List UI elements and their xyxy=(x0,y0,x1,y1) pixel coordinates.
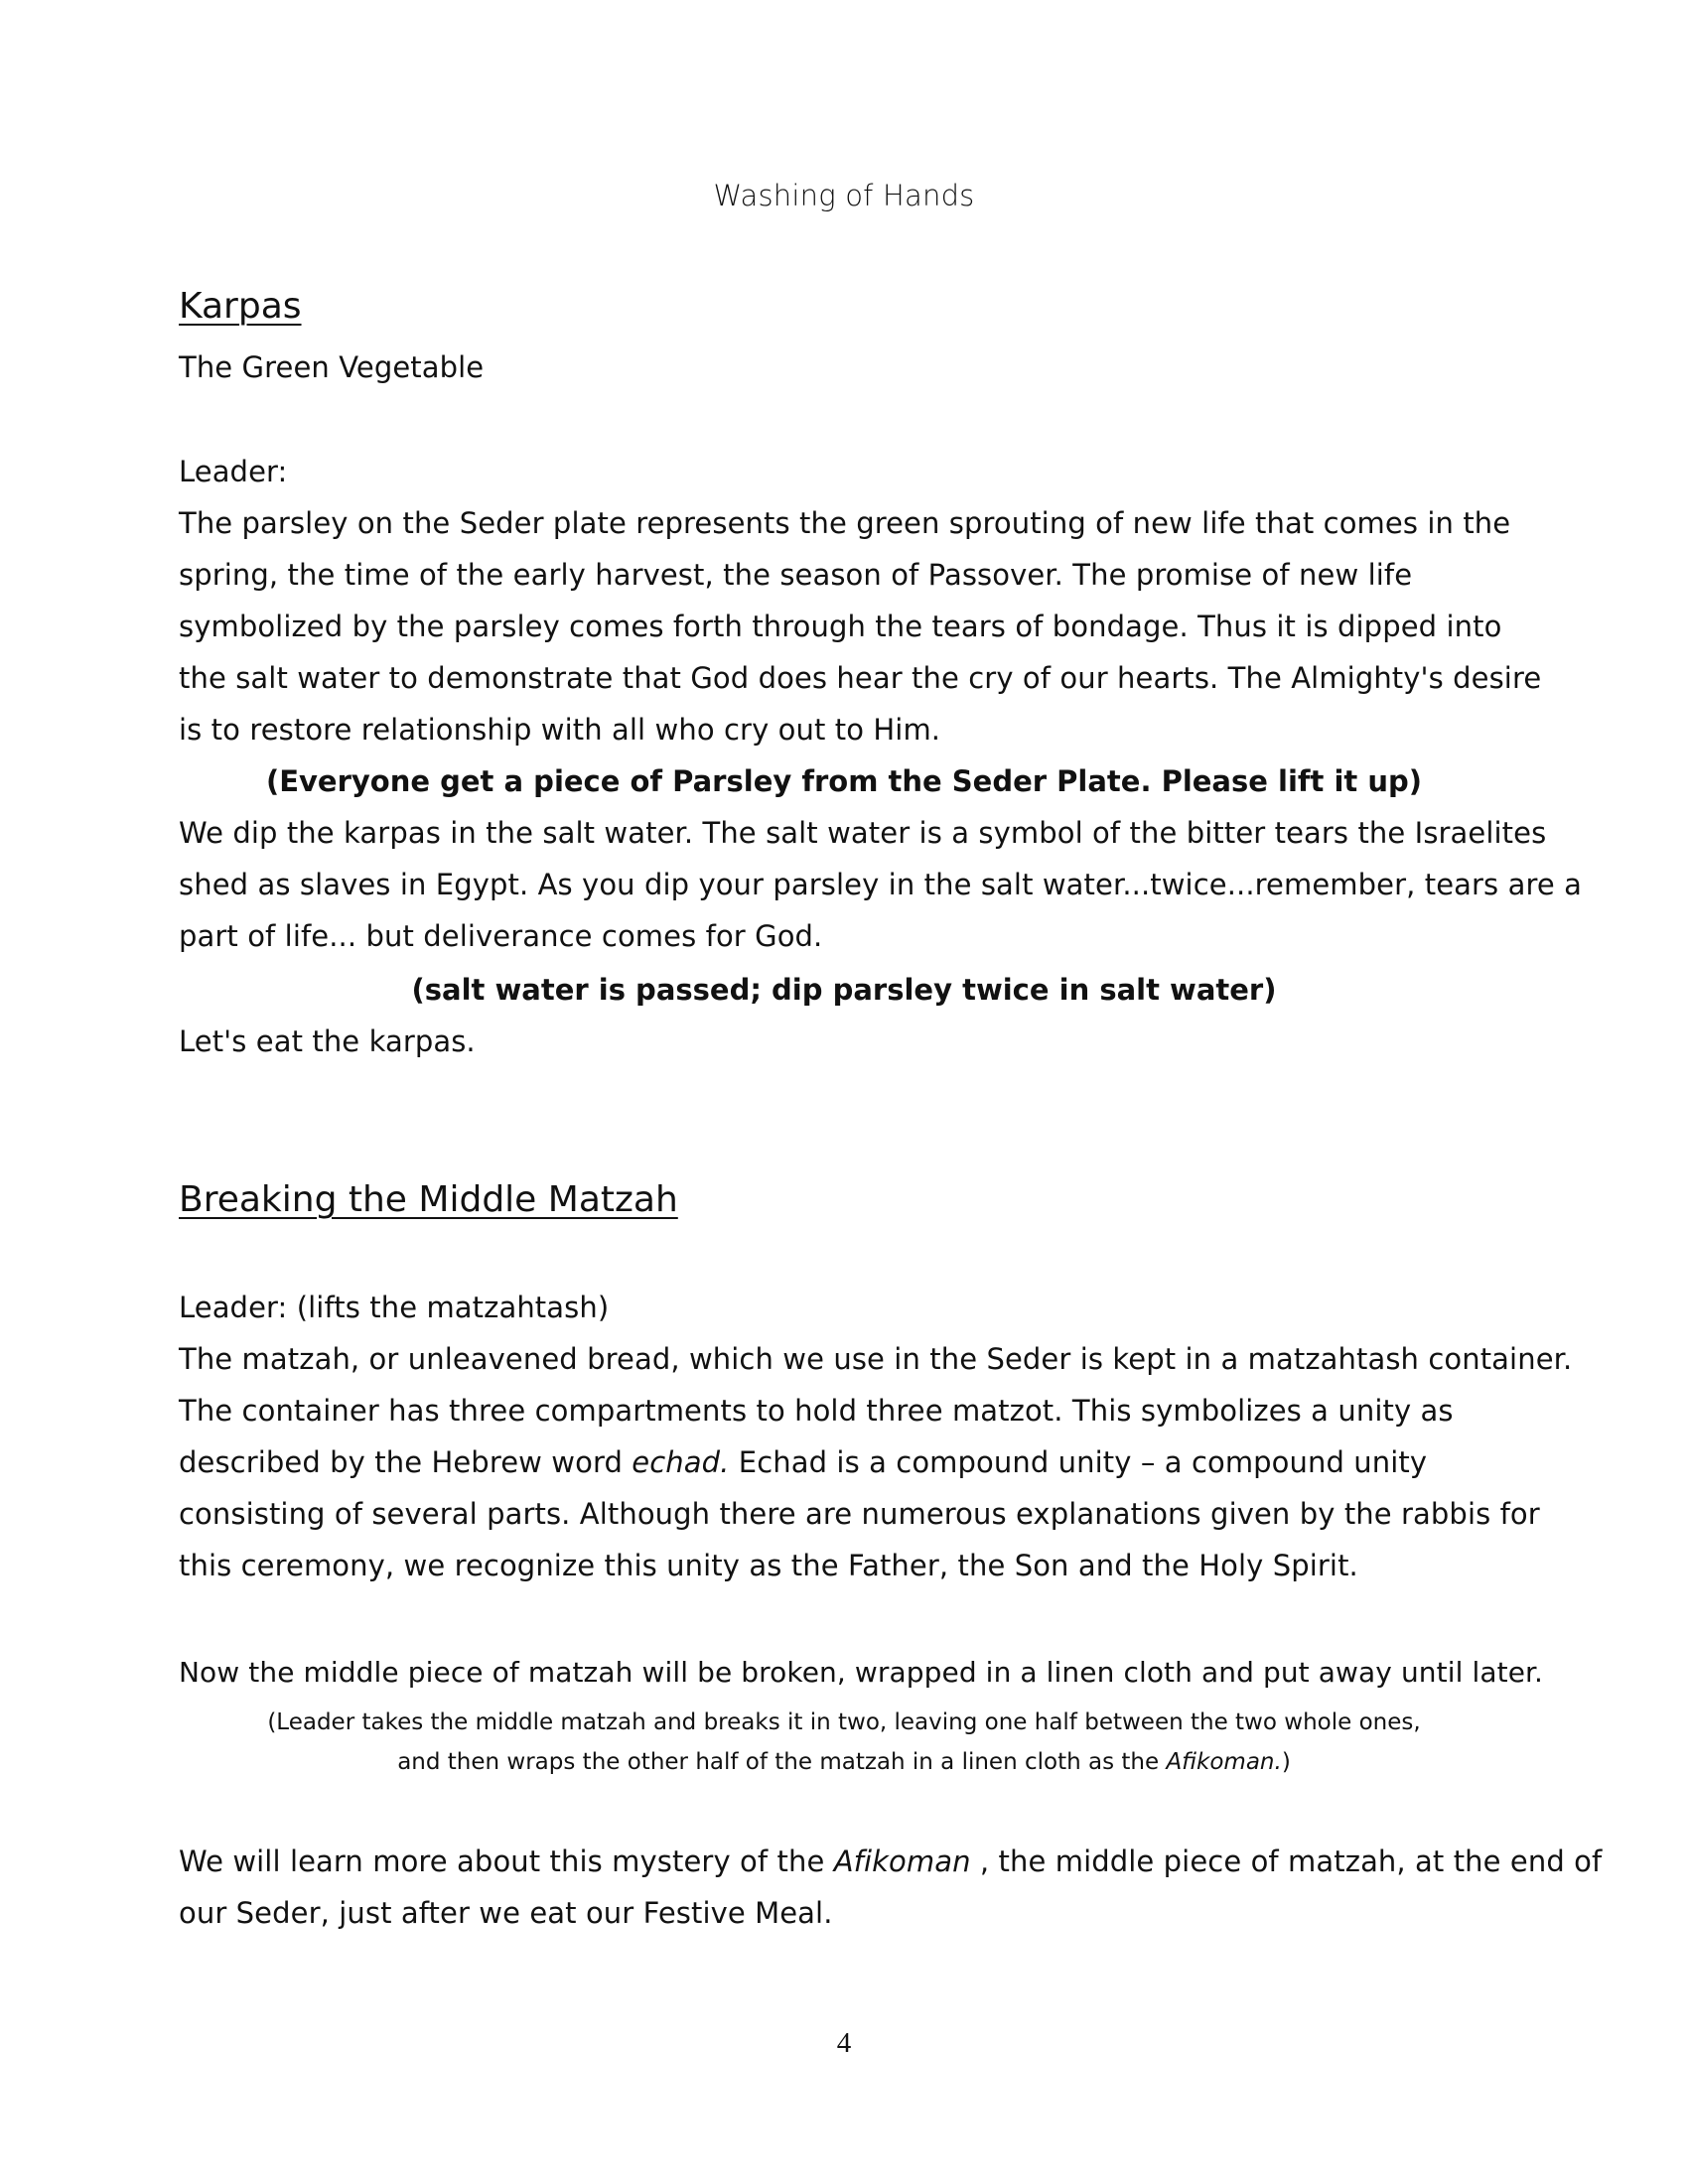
matzah-paragraph-line: this ceremony, we recognize this unity as the Father, the Son and the Holy Spirit. xyxy=(179,1549,1358,1582)
text-span: ) xyxy=(1281,1749,1291,1775)
text-span: and then wraps the other half of the matzah in a linen cloth as the xyxy=(397,1749,1167,1775)
karpas-heading: Karpas xyxy=(179,286,302,327)
karpas-closing: Let's eat the karpas. xyxy=(179,1024,476,1058)
section-title: Washing of Hands xyxy=(713,179,975,212)
afikoman-paragraph-line xyxy=(179,1844,1602,1878)
leader-instruction-line xyxy=(0,1749,1688,1775)
karpas-paragraph-line: spring, the time of the early harvest, the season of Passover. The promise of new life xyxy=(179,558,1413,592)
dip-paragraph-line: We dip the karpas in the salt water. The salt water is a symbol of the bitter tears the Israelites xyxy=(179,816,1547,850)
text-span: described by the Hebrew word xyxy=(179,1445,633,1479)
matzah-paragraph-line: The matzah, or unleavened bread, which we use in the Seder is kept in a matzahtash container. xyxy=(179,1342,1573,1376)
karpas-paragraph-line: is to restore relationship with all who cry out to Him. xyxy=(179,713,941,747)
parsley-instruction: (Everyone get a piece of Parsley from the Seder Plate. Please lift it up) xyxy=(265,764,1423,798)
page-number: 4 xyxy=(836,2027,852,2059)
matzah-paragraph-line: The container has three compartments to hold three matzot. This symbolizes a unity as xyxy=(179,1394,1454,1428)
leader-instruction-line: (Leader takes the middle matzah and breaks it in two, leaving one half between the two whole ones, xyxy=(267,1709,1421,1735)
karpas-paragraph-line: The parsley on the Seder plate represents the green sprouting of new life that comes in the xyxy=(179,506,1511,540)
afikoman-italic: Afikoman. xyxy=(1166,1749,1282,1775)
text-span: We will learn more about this mystery of the xyxy=(179,1844,834,1878)
karpas-paragraph-line: the salt water to demonstrate that God does hear the cry of our hearts. The Almighty's desire xyxy=(179,661,1542,695)
matzah-leader-label: Leader: (lifts the matzahtash) xyxy=(179,1291,610,1324)
karpas-leader-label: Leader: xyxy=(179,455,288,488)
middle-piece-line: Now the middle piece of matzah will be broken, wrapped in a linen cloth and put away until later. xyxy=(179,1656,1544,1689)
dip-paragraph-line: shed as slaves in Egypt. As you dip your parsley in the salt water...twice...remember, tears are a xyxy=(179,868,1582,901)
salt-water-instruction: (salt water is passed; dip parsley twice in salt water) xyxy=(411,973,1277,1007)
karpas-subheading: The Green Vegetable xyxy=(179,350,485,384)
echad-italic: echad. xyxy=(632,1445,730,1479)
matzah-paragraph-line: consisting of several parts. Although there are numerous explanations given by the rabbis for xyxy=(179,1497,1540,1531)
karpas-paragraph-line: symbolized by the parsley comes forth through the tears of bondage. Thus it is dipped into xyxy=(179,610,1502,643)
text-span: Echad is a compound unity – a compound unity xyxy=(729,1445,1428,1479)
matzah-heading: Breaking the Middle Matzah xyxy=(179,1179,678,1220)
matzah-paragraph-line xyxy=(179,1445,1427,1479)
afikoman-paragraph-line: our Seder, just after we eat our Festive Meal. xyxy=(179,1896,833,1930)
dip-paragraph-line: part of life... but deliverance comes for God. xyxy=(179,919,823,953)
text-span: , the middle piece of matzah, at the end of xyxy=(970,1844,1603,1878)
afikoman-italic: Afikoman xyxy=(833,1844,971,1878)
